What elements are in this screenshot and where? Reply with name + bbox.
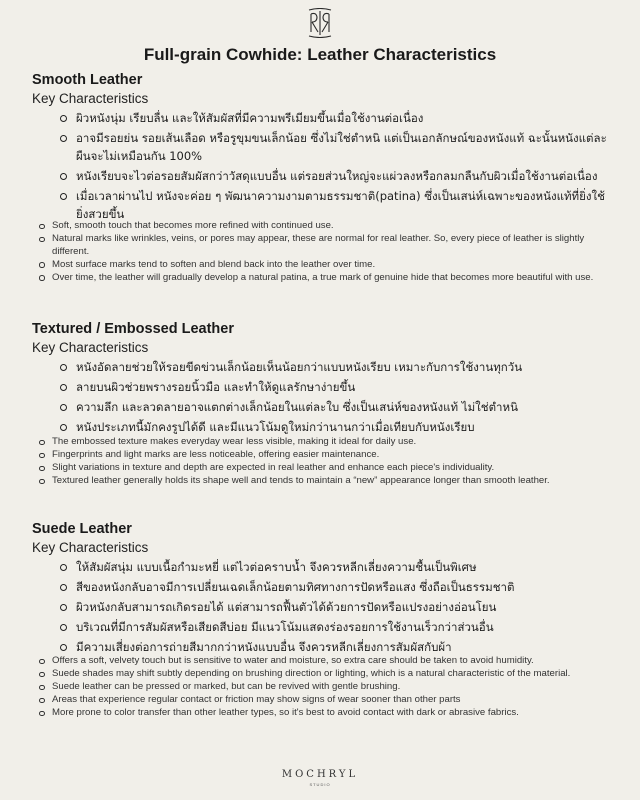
english-characteristics-list [32, 655, 612, 720]
section-smooth-leather-english [32, 220, 612, 285]
thai-characteristics-list [32, 109, 612, 223]
list-item: Soft, smooth touch that becomes more refined with continued use. [32, 220, 612, 233]
list-item: Suede leather can be pressed or marked, but can be revived with gentle brushing. [32, 681, 612, 694]
list-item: Natural marks like wrinkles, veins, or pores may appear, these are normal for real leather. So, every piece of leather is slightly different. [32, 233, 612, 258]
list-item: Areas that experience regular contact or friction may show signs of wear sooner than other parts [32, 694, 612, 707]
list-item: บริเวณที่มีการสัมผัสหรือเสียดสีบ่อย มีแนวโน้มแสดงร่องรอยการใช้งานเร็วกว่าส่วนอื่น [58, 618, 612, 636]
list-item: ความลึก และลวดลายอาจแตกต่างเล็กน้อยในแต่ละใบ ซึ่งเป็นเสน่ห์ของหนังแท้ ไม่ใช่ตำหนิ [58, 398, 612, 416]
page-title: Full-grain Cowhide: Leather Characteristics [143, 45, 497, 64]
list-item: Textured leather generally holds its shape well and tends to maintain a “new” appearance longer than smooth leather. [32, 475, 612, 488]
section-title: Textured / Embossed Leather [32, 321, 234, 337]
list-item: ลายบนผิวช่วยพรางรอยนิ้วมือ และทำให้ดูแลรักษาง่ายขึ้น [58, 378, 612, 396]
section-suede-leather-english [32, 655, 612, 720]
list-item: Over time, the leather will gradually develop a natural patina, a true mark of genuine hide that becomes more beautiful with use. [32, 272, 612, 285]
list-item: หนังเรียบจะไวต่อรอยสัมผัสกว่าวัสดุแบบอื่น แต่รอยส่วนใหญ่จะแผ่วลงหรือกลมกลืนกับผิวเมื่อใช้งานต่อเนื่อง [58, 167, 612, 185]
section-suede-leather [32, 520, 612, 658]
list-item: Offers a soft, velvety touch but is sensitive to water and moisture, so extra care should be taken to avoid humidity. [32, 655, 612, 668]
list-item: เมื่อเวลาผ่านไป หนังจะค่อย ๆ พัฒนาความงามตามธรรมชาติ(patina) ซึ่งเป็นเสน่ห์เฉพาะของหนังแท้ที่ยิ่งใช้ยิ่งสวยขึ้น [58, 187, 612, 223]
list-item: หนังอัดลายช่วยให้รอยขีดข่วนเล็กน้อยเห็นน้อยกว่าแบบหนังเรียบ เหมาะกับการใช้งานทุกวัน [58, 358, 612, 376]
list-item: Slight variations in texture and depth are expected in real leather and enhance each piece's individuality. [32, 462, 612, 475]
key-characteristics-label: Key Characteristics [32, 540, 149, 555]
section-textured-leather-english [32, 436, 612, 488]
monogram-logo-icon [307, 8, 333, 38]
english-characteristics-list [32, 220, 612, 284]
brand-subtitle: STUDIO [309, 782, 331, 787]
section-title: Suede Leather [32, 521, 132, 537]
list-item: Suede shades may shift subtly depending on brushing direction or lighting, which is a natural characteristic of the material. [32, 668, 612, 681]
list-item: สีของหนังกลับอาจมีการเปลี่ยนเฉดเล็กน้อยตามทิศทางการปัดหรือแสง ซึ่งถือเป็นธรรมชาติ [58, 578, 612, 596]
english-characteristics-list [32, 436, 612, 488]
section-title: Smooth Leather [32, 72, 143, 88]
list-item: หนังประเภทนี้มักคงรูปได้ดี และมีแนวโน้มดูใหม่กว่านานกว่าเมื่อเทียบกับหนังเรียบ [58, 418, 612, 436]
list-item: ให้สัมผัสนุ่ม แบบเนื้อกำมะหยี่ แต่ไวต่อคราบน้ำ จึงควรหลีกเลี่ยงความชื้นเป็นพิเศษ [58, 558, 612, 576]
list-item: Most surface marks tend to soften and blend back into the leather over time. [32, 259, 612, 272]
list-item: ผิวหนังนุ่ม เรียบลื่น และให้สัมผัสที่มีความพรีเมียมขึ้นเมื่อใช้งานต่อเนื่อง [58, 109, 612, 127]
list-item: ผิวหนังกลับสามารถเกิดรอยได้ แต่สามารถฟื้นตัวได้ด้วยการปัดหรือแปรงอย่างอ่อนโยน [58, 598, 612, 616]
section-smooth-leather [32, 71, 612, 225]
list-item: The embossed texture makes everyday wear less visible, making it ideal for daily use. [32, 436, 612, 449]
key-characteristics-label: Key Characteristics [32, 340, 149, 355]
key-characteristics-label: Key Characteristics [32, 91, 149, 106]
brand-logo-text: MOCHRYL [281, 769, 359, 780]
list-item: Fingerprints and light marks are less noticeable, offering easier maintenance. [32, 449, 612, 462]
list-item: อาจมีรอยย่น รอยเส้นเลือด หรือรูขุมขนเล็กน้อย ซึ่งไม่ใช่ตำหนิ แต่เป็นเอกลักษณ์ของหนังแท้ ฉะนั้นหนังแต่ละผืนจะไม่เหมือนกัน 100% [58, 129, 612, 165]
section-textured-leather [32, 320, 612, 438]
list-item: More prone to color transfer than other leather types, so it's best to avoid contact with dark or abrasive fabrics. [32, 707, 612, 720]
list-item: มีความเสี่ยงต่อการถ่ายสีมากกว่าหนังแบบอื่น จึงควรหลีกเลี่ยงการสัมผัสกับผ้า [58, 638, 612, 656]
thai-characteristics-list [32, 358, 612, 436]
thai-characteristics-list [32, 558, 612, 656]
